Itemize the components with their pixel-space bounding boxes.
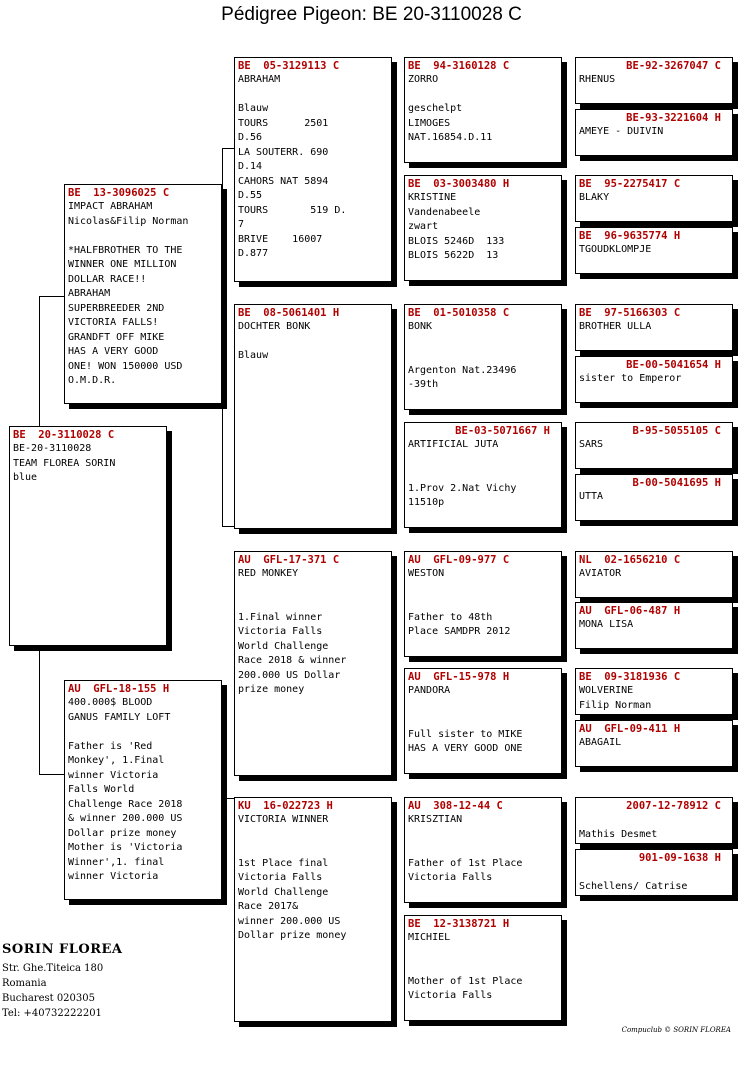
pigeon-info: BE-20-3110028 TEAM FLOREA SORIN blue xyxy=(13,443,116,483)
pigeon-info: AVIATOR xyxy=(579,568,622,579)
ring-number: BE 03-3003480 H xyxy=(408,178,510,190)
pigeon-info: BONK Argenton Nat.23496 -39th xyxy=(408,321,517,390)
pigeon-info: ZORRO geschelpt LIMOGES NAT.16854.D.11 xyxy=(408,74,493,143)
pigeon-info: ABRAHAM Blauw TOURS 2501 D.56 LA SOUTERR. 690 D.14 CAHORS NAT 5894 D.55 TOURS 519 D. 7 BRIVE 16007 D.877 xyxy=(238,74,347,259)
pigeon-card-subject xyxy=(9,426,167,646)
connector-line xyxy=(39,646,40,774)
pigeon-info: WOLVERINE Filip Norman xyxy=(579,685,652,711)
pigeon-info: IMPACT ABRAHAM Nicolas&Filip Norman *HALFBROTHER TO THE WINNER ONE MILLION DOLLAR RACE!! ABRAHAM SUPERBREEDER 2ND VICTORIA FALLS! GRANDFT OFF MIKE HAS A VERY GOOD ONE! WON 150000 USD O.M.D.R. xyxy=(68,201,189,386)
pigeon-info: VICTORIA WINNER 1st Place final Victoria Falls World Challenge Race 2017& winner 200.000 US Dollar prize money xyxy=(238,814,347,941)
pigeon-card-mfmm xyxy=(575,720,733,767)
pigeon-card-mmf xyxy=(404,797,562,903)
page-title: Pédigree Pigeon: BE 20-3110028 C xyxy=(221,4,522,25)
connector-line xyxy=(222,405,223,526)
ring-number: BE-93-3221604 H xyxy=(626,112,721,124)
pigeon-card-mm xyxy=(234,797,392,1022)
connector-line xyxy=(222,148,223,225)
ring-number: BE 12-3138721 H xyxy=(408,918,510,930)
footer-credit: Compuclub © SORIN FLOREA xyxy=(621,1026,731,1034)
ring-number: AU GFL-18-155 H xyxy=(68,683,170,695)
ring-number: BE 13-3096025 C xyxy=(68,187,170,199)
pigeon-info: sister to Emperor xyxy=(579,373,682,384)
owner-address: Str. Ghe.Titeica 180 Romania Bucharest 020305 Tel: +40732222201 xyxy=(2,963,104,1019)
pigeon-info: KRISTINE Vandenabeele zwart BLOIS 5246D 133 BLOIS 5622D 13 xyxy=(408,192,505,261)
connector-line xyxy=(39,296,40,427)
connector-line xyxy=(222,720,223,798)
pigeon-card-fmf xyxy=(404,304,562,410)
ring-number: BE 97-5166303 C xyxy=(579,307,681,319)
pigeon-info: BLAKY xyxy=(579,192,610,203)
pigeon-info: RED MONKEY 1.Final winner Victoria Falls World Challenge Race 2018 & winner 200.000 US Dollar prize money xyxy=(238,568,347,695)
ring-number: NL 02-1656210 C xyxy=(579,554,681,566)
pigeon-info: DOCHTER BONK Blauw xyxy=(238,321,311,361)
pigeon-card-mmfm xyxy=(575,849,733,896)
ring-number: AU GFL-09-411 H xyxy=(579,723,681,735)
ring-number: BE 95-2275417 C xyxy=(579,178,681,190)
ring-number: BE 09-3181936 C xyxy=(579,671,681,683)
pigeon-card-fmmm xyxy=(575,474,733,521)
pigeon-info: SARS xyxy=(579,439,604,450)
pigeon-info: ARTIFICIAL JUTA 1.Prov 2.Nat Vichy 11510p xyxy=(408,439,517,508)
pigeon-info: UTTA xyxy=(579,491,604,502)
pigeon-card-mmm xyxy=(404,915,562,1021)
pigeon-info: AMEYE - DUIVIN xyxy=(579,126,664,137)
connector-line xyxy=(39,296,65,297)
pigeon-info: WESTON Father to 48th Place SAMDPR 2012 xyxy=(408,568,511,637)
pigeon-card-mfff xyxy=(575,551,733,598)
ring-number: BE 05-3129113 C xyxy=(238,60,340,72)
owner-name: SORIN FLOREA xyxy=(2,942,123,957)
ring-number: AU GFL-06-487 H xyxy=(579,605,681,617)
pigeon-info: Schellens/ Catrise xyxy=(579,880,688,892)
pigeon-card-ffmf xyxy=(575,175,733,222)
pigeon-card-fffm xyxy=(575,109,733,156)
pigeon-card-mfmf xyxy=(575,668,733,715)
pigeon-card-fmm xyxy=(404,422,562,528)
pigeon-card-fff xyxy=(404,57,562,163)
ring-number: BE 01-5010358 C xyxy=(408,307,510,319)
pigeon-info: Mathis Desmet xyxy=(579,828,658,840)
pigeon-info: TGOUDKLOMPJE xyxy=(579,244,652,255)
pigeon-info: 400.000$ BLOOD GANUS FAMILY LOFT Father is 'Red Monkey', 1.Final winner Victoria Falls World Challenge Race 2018 & winner 200.000 US Dollar prize money Mother is 'Victoria Winner',1. final winner Victoria xyxy=(68,697,183,882)
pigeon-card-mffm xyxy=(575,602,733,649)
pigeon-info: MICHIEL Mother of 1st Place Victoria Falls xyxy=(408,932,523,1001)
ring-number: 2007-12-78912 C xyxy=(626,800,721,812)
ring-number: AU 308-12-44 C xyxy=(408,800,503,812)
ring-number: AU GFL-15-978 H xyxy=(408,671,510,683)
pigeon-info: MONA LISA xyxy=(579,619,634,630)
ring-number: BE 94-3160128 C xyxy=(408,60,510,72)
pigeon-card-mf xyxy=(234,551,392,776)
connector-line xyxy=(39,774,65,775)
ring-number: BE-03-5071667 H xyxy=(455,425,550,437)
pigeon-info: ABAGAIL xyxy=(579,737,622,748)
pigeon-info: KRISZTIAN Father of 1st Place Victoria Falls xyxy=(408,814,523,883)
ring-number: AU GFL-09-977 C xyxy=(408,554,510,566)
ring-number: BE-00-5041654 H xyxy=(626,359,721,371)
pigeon-info: RHENUS xyxy=(579,74,616,85)
pigeon-card-mother xyxy=(64,680,222,900)
ring-number: B-00-5041695 H xyxy=(632,477,721,489)
pigeon-card-ffff xyxy=(575,57,733,104)
pigeon-card-fmmf xyxy=(575,422,733,469)
ring-number: BE-92-3267047 C xyxy=(626,60,721,72)
pigeon-card-mmff xyxy=(575,797,733,844)
ring-number: BE 20-3110028 C xyxy=(13,429,115,441)
pigeon-card-fmfm xyxy=(575,356,733,403)
ring-number: B-95-5055105 C xyxy=(632,425,721,437)
pigeon-card-father xyxy=(64,184,222,404)
pigeon-card-ffmm xyxy=(575,227,733,274)
pigeon-card-fm xyxy=(234,304,392,529)
pigeon-card-ffm xyxy=(404,175,562,281)
ring-number: BE 96-9635774 H xyxy=(579,230,681,242)
pigeon-card-mfm xyxy=(404,668,562,774)
ring-number: 901-09-1638 H xyxy=(638,852,721,864)
pigeon-info: PANDORA Full sister to MIKE HAS A VERY GOOD ONE xyxy=(408,685,523,754)
ring-number: KU 16-022723 H xyxy=(238,800,333,812)
ring-number: BE 08-5061401 H xyxy=(238,307,340,319)
pigeon-card-ff xyxy=(234,57,392,282)
ring-number: AU GFL-17-371 C xyxy=(238,554,340,566)
pigeon-card-fmff xyxy=(575,304,733,351)
pigeon-info: BROTHER ULLA xyxy=(579,321,652,332)
owner-info xyxy=(2,942,123,1021)
pigeon-card-mff xyxy=(404,551,562,657)
